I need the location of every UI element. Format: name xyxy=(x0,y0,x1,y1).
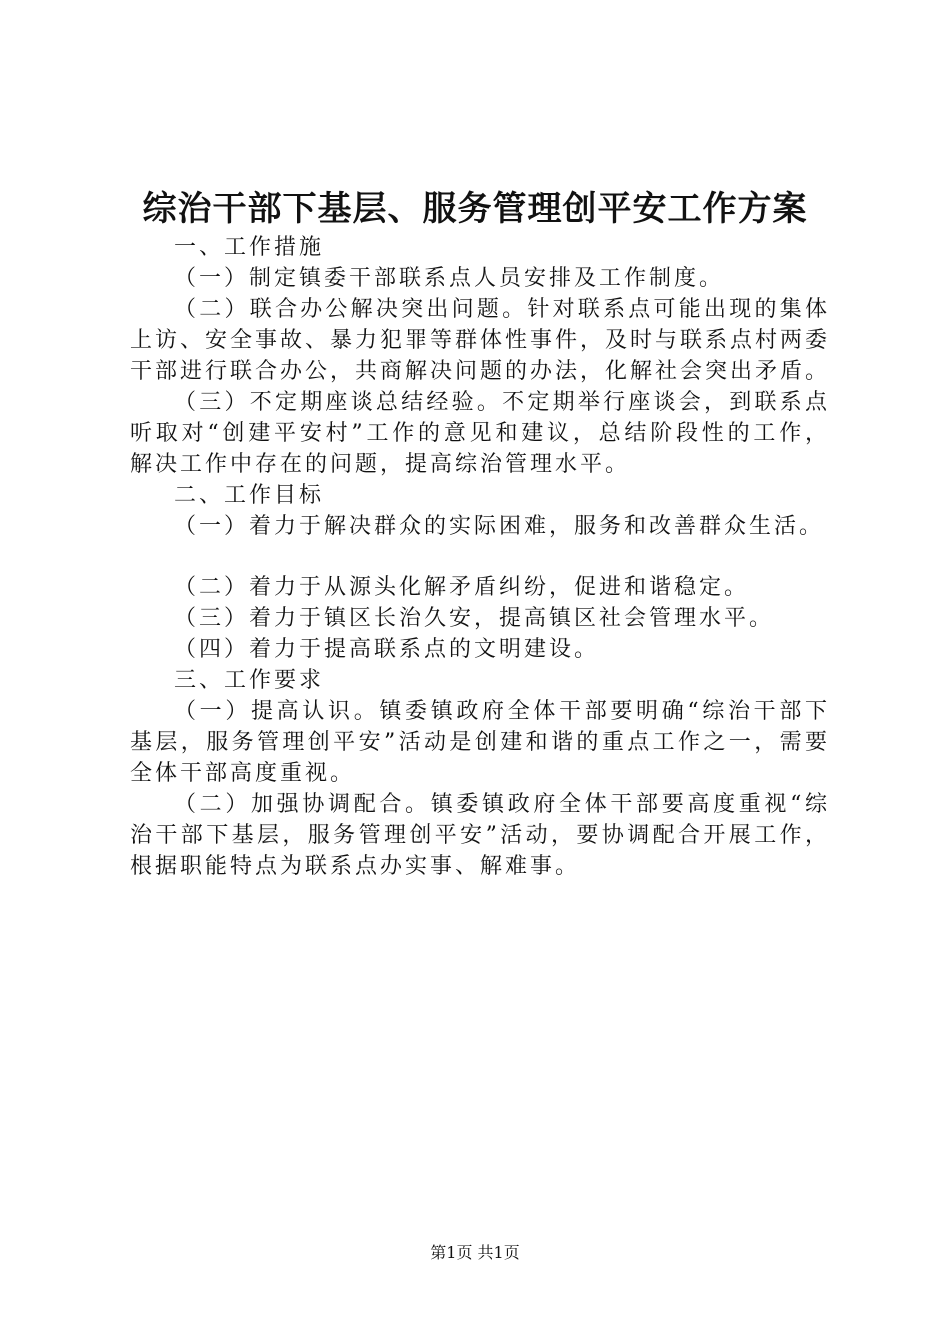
section-heading-measures: 一、工作措施 xyxy=(174,235,325,260)
measure-item-1: （一）制定镇委干部联系点人员安排及工作制度。 xyxy=(174,266,725,291)
measure-item-3: （三）不定期座谈总结经验。不定期举行座谈会，到联系点听取对“创建平安村”工作的意见和建议，总结阶段性的工作，解决工作中存在的问题，提高综治管理水平。 xyxy=(130,390,830,477)
section-heading-requirements: 三、工作要求 xyxy=(174,668,325,693)
measure-item-2: （二）联合办公解决突出问题。针对联系点可能出现的集体上访、安全事故、暴力犯罪等群体性事件，及时与联系点村两委干部进行联合办公，共商解决问题的办法，化解社会突出矛盾。 xyxy=(130,297,831,384)
goal-item-1: （一）着力于解决群众的实际困难，服务和改善群众生活。 xyxy=(174,514,825,539)
section-heading-goals: 二、工作目标 xyxy=(174,483,325,508)
page-footer: 第1页 共1页 xyxy=(430,1243,520,1262)
goal-item-3: （三）着力于镇区长治久安，提高镇区社会管理水平。 xyxy=(174,606,775,631)
document-title: 综治干部下基层、服务管理创平安工作方案 xyxy=(142,189,808,229)
goal-item-4: （四）着力于提高联系点的文明建设。 xyxy=(174,637,600,662)
document-body xyxy=(130,232,830,882)
paragraph-gap xyxy=(130,542,830,572)
requirement-item-1: （一）提高认识。镇委镇政府全体干部要明确“综治干部下基层，服务管理创平安”活动是创建和谐的重点工作之一，需要全体干部高度重视。 xyxy=(130,699,830,786)
goal-item-2: （二）着力于从源头化解矛盾纠纷，促进和谐稳定。 xyxy=(174,575,750,600)
requirement-item-2: （二）加强协调配合。镇委镇政府全体干部要高度重视“综治干部下基层，服务管理创平安”活动，要协调配合开展工作，根据职能特点为联系点办实事、解难事。 xyxy=(130,792,830,879)
